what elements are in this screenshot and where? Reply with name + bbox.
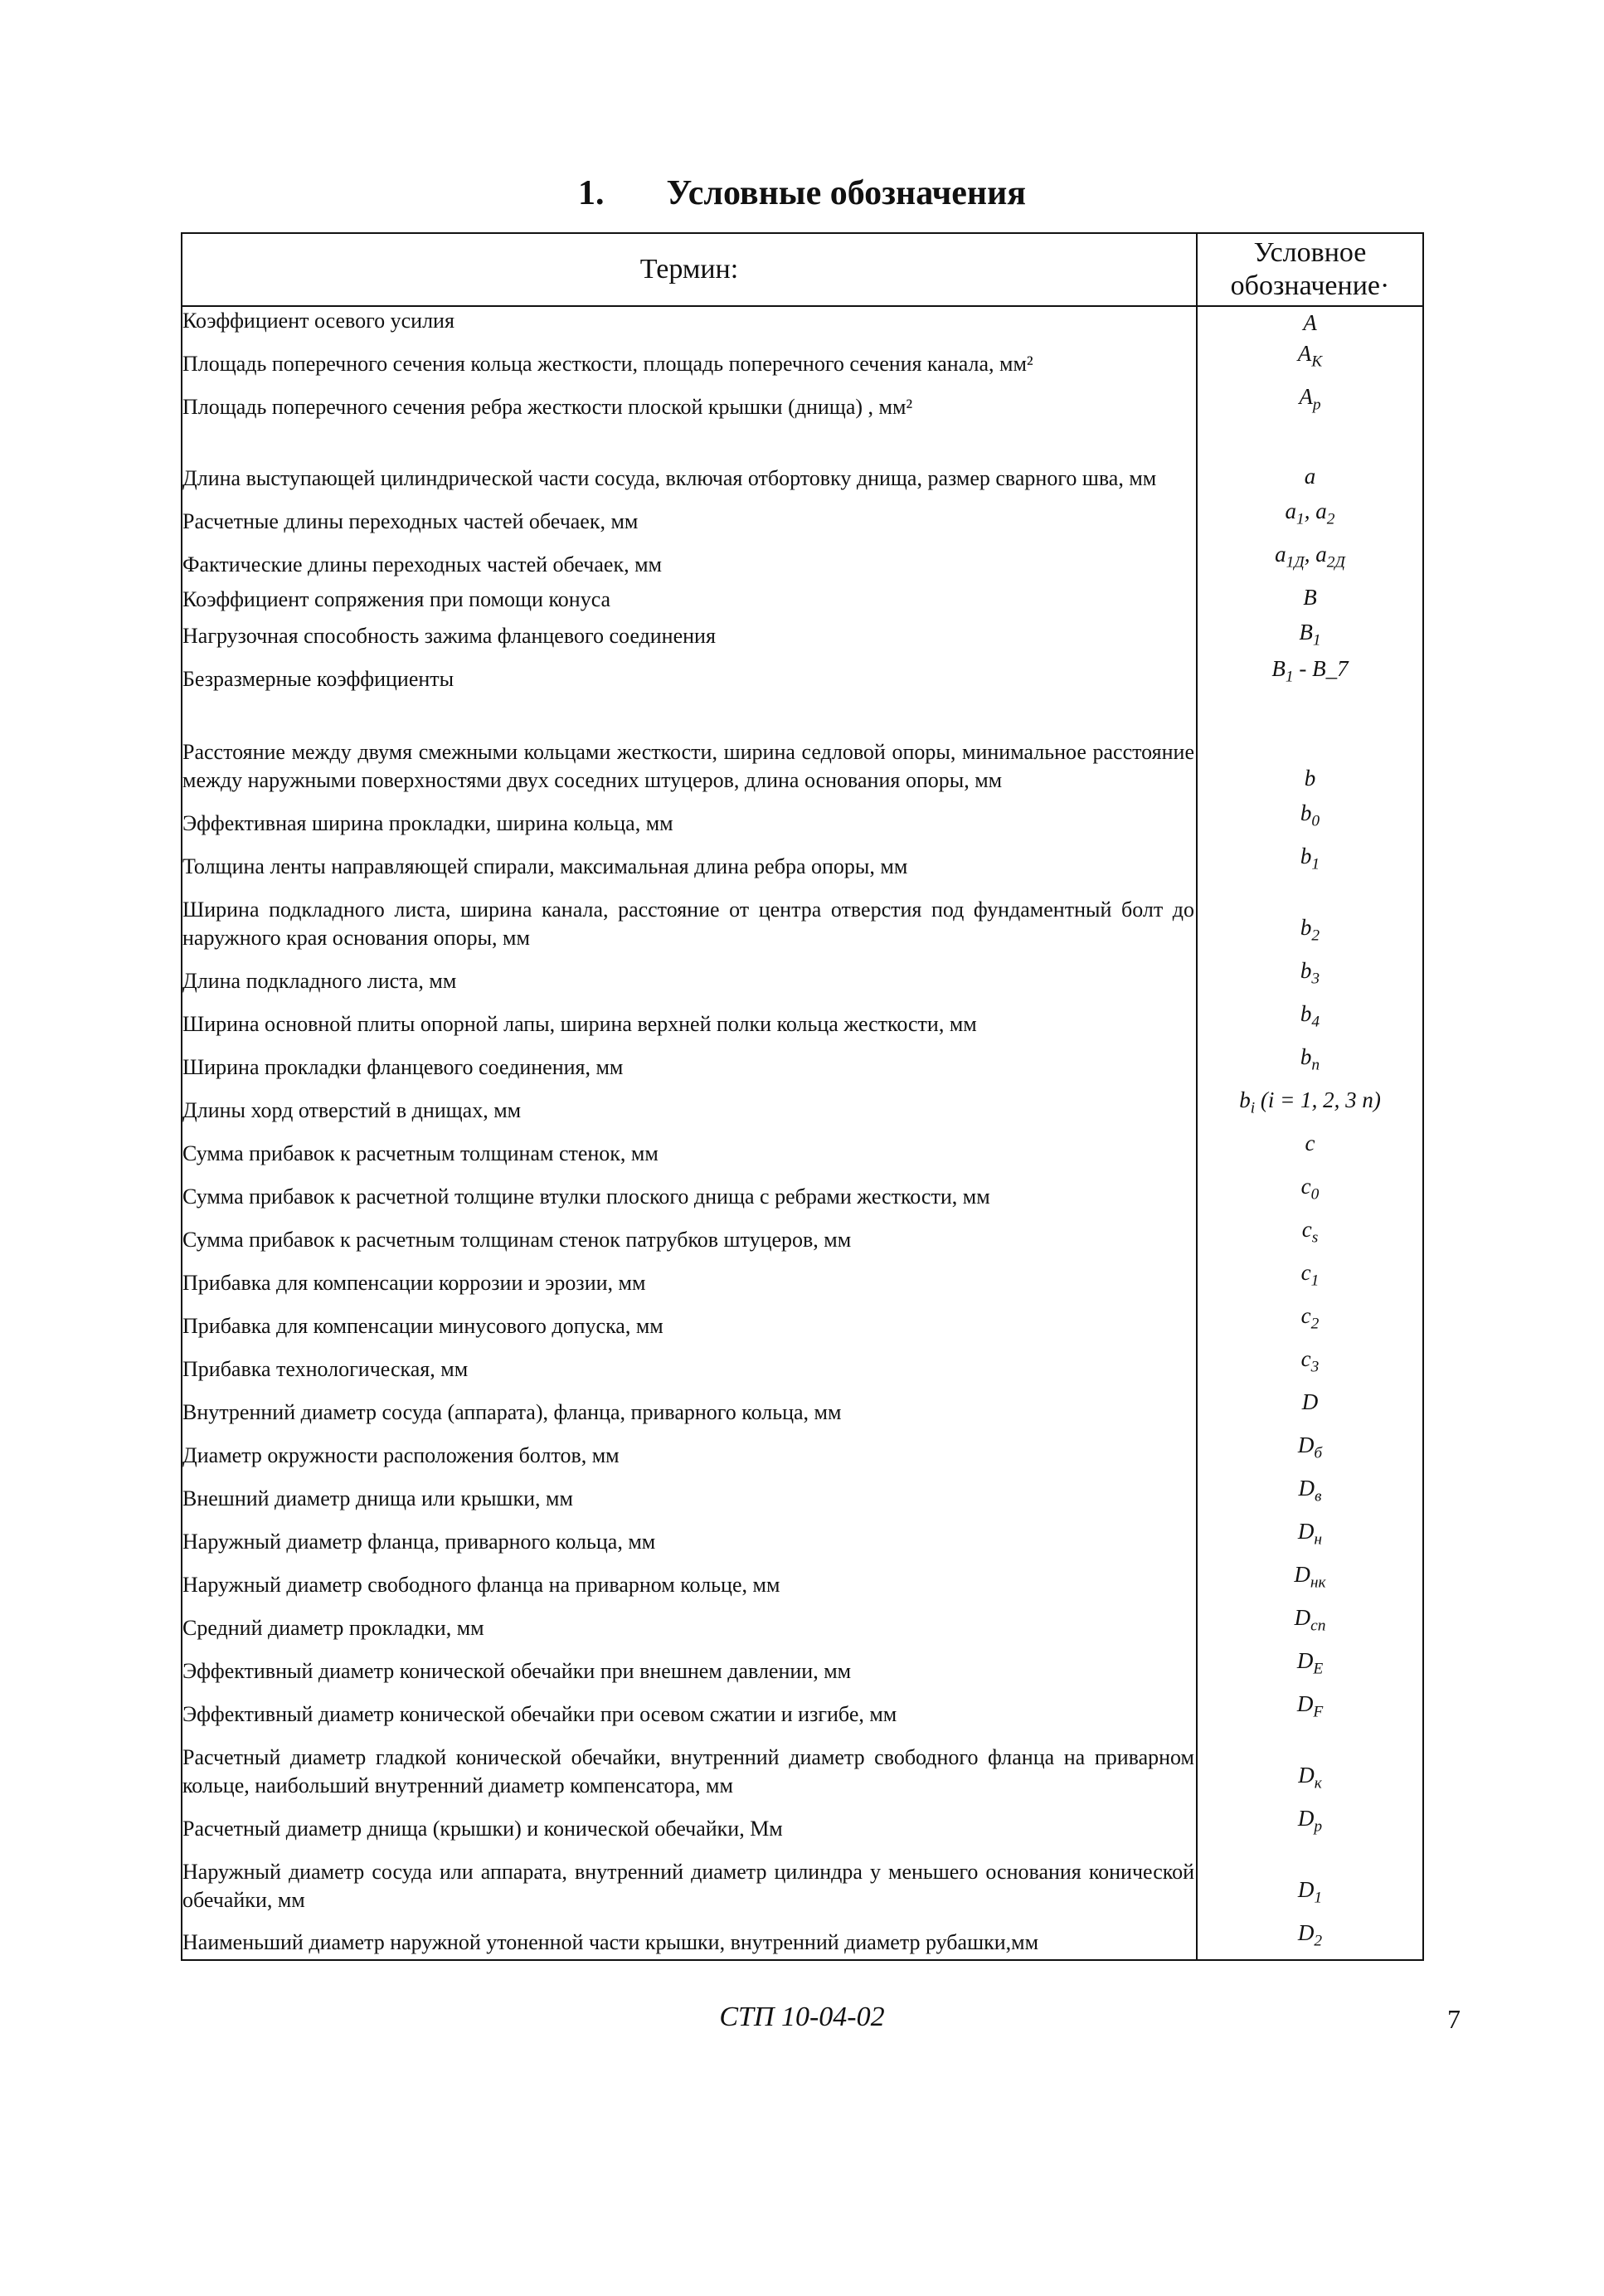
symbol-cell: $a_1$, $a_2$ (1197, 495, 1423, 538)
symbol-cell: $D_б$ (1197, 1429, 1423, 1472)
symbol-cell: $b_п$ (1197, 1041, 1423, 1084)
table-row (182, 1472, 1423, 1515)
document-code: СТП 10-04-02 (719, 2002, 885, 2032)
term-cell: Расчетный диаметр гладкой конической обечайки, внутренний диаметр свободного фланца на приварном кольце, наибольший внутренний диаметр компенсатора, мм (182, 1731, 1197, 1802)
term-cell: Нагрузочная способность зажима фланцевого соединения (182, 616, 1197, 653)
table-row (182, 1300, 1423, 1343)
symbol-cell: $D_1$ (1197, 1846, 1423, 1917)
symbol-cell: c (1197, 1127, 1423, 1170)
table-row (182, 1688, 1423, 1731)
term-cell: Ширина основной плиты опорной лапы, ширина верхней полки кольца жесткости, мм (182, 998, 1197, 1041)
table-row (182, 616, 1423, 653)
term-cell: Ширина прокладки фланцевого соединения, мм (182, 1041, 1197, 1084)
symbol-cell: $b_3$ (1197, 955, 1423, 998)
term-cell: Длины хорд отверстий в днищах, мм (182, 1084, 1197, 1127)
table-row (182, 1386, 1423, 1429)
header-symbol-line1: Условное (1253, 237, 1367, 268)
symbol-cell: $D_{нк}$ (1197, 1559, 1423, 1602)
symbol-cell: $B_1$ - B_7 (1197, 653, 1423, 696)
symbol-cell: $a_{1Д}$, $a_{2Д}$ (1197, 538, 1423, 581)
symbol-cell: A (1197, 306, 1423, 338)
table-row (182, 955, 1423, 998)
table-row (182, 306, 1423, 338)
symbol-cell: $B_1$ (1197, 616, 1423, 653)
table-row (182, 1084, 1423, 1127)
symbol-cell: B (1197, 581, 1423, 616)
table-row (182, 1515, 1423, 1559)
term-cell: Длина выступающей цилиндрической части сосуда, включая отбортовку днища, размер сварного шва, мм (182, 424, 1197, 495)
symbol-cell: $c_1$ (1197, 1257, 1423, 1300)
table-row (182, 381, 1423, 424)
symbol-cell: $A_K$ (1197, 338, 1423, 381)
symbol-cell: $b_4$ (1197, 998, 1423, 1041)
table-row (182, 1343, 1423, 1386)
table-row (182, 1257, 1423, 1300)
term-cell: Внешний диаметр днища или крышки, мм (182, 1472, 1197, 1515)
table-row (182, 1802, 1423, 1846)
table-row (182, 797, 1423, 840)
table-row (182, 1645, 1423, 1688)
table-row (182, 538, 1423, 581)
term-cell: Площадь поперечного сечения кольца жесткости, площадь поперечного сечения канала, мм² (182, 338, 1197, 381)
term-cell: Коэффициент осевого усилия (182, 306, 1197, 338)
term-cell: Сумма прибавок к расчетным толщинам стенок патрубков штуцеров, мм (182, 1214, 1197, 1257)
header-symbol (1197, 233, 1423, 306)
term-cell: Средний диаметр прокладки, мм (182, 1602, 1197, 1645)
term-cell: Наименьший диаметр наружной утоненной части крышки, внутренний диаметр рубашки,мм (182, 1917, 1197, 1960)
table-row (182, 1731, 1423, 1802)
symbol-cell: $D_F$ (1197, 1688, 1423, 1731)
table-row (182, 338, 1423, 381)
table-row (182, 840, 1423, 883)
symbol-cell: $A_p$ (1197, 381, 1423, 424)
symbol-cell: $b_1$ (1197, 840, 1423, 883)
table-row (182, 1127, 1423, 1170)
symbol-cell: $c_3$ (1197, 1343, 1423, 1386)
table-row (182, 696, 1423, 797)
term-cell: Наружный диаметр свободного фланца на приварном кольце, мм (182, 1559, 1197, 1602)
term-cell: Прибавка технологическая, мм (182, 1343, 1197, 1386)
table-row (182, 1429, 1423, 1472)
term-cell: Наружный диаметр сосуда или аппарата, внутренний диаметр цилиндра у меньшего основания конической обечайки, мм (182, 1846, 1197, 1917)
symbol-cell: $b_i$ (i = 1, 2, 3 n) (1197, 1084, 1423, 1127)
table-row (182, 581, 1423, 616)
term-cell: Ширина подкладного листа, ширина канала, расстояние от центра отверстия под фундаментный болт до наружного края основания опоры, мм (182, 883, 1197, 955)
symbol-cell: $D_к$ (1197, 1731, 1423, 1802)
term-cell: Эффективная ширина прокладки, ширина кольца, мм (182, 797, 1197, 840)
symbol-cell: $b_0$ (1197, 797, 1423, 840)
term-cell: Расстояние между двумя смежными кольцами жесткости, ширина седловой опоры, минимальное расстояние между наружными поверхностями двух соседних штуцеров, длина основания опоры, мм (182, 696, 1197, 797)
section-title: Условные обозначения (666, 174, 1027, 212)
symbol-cell: D (1197, 1386, 1423, 1429)
table-row (182, 1602, 1423, 1645)
symbol-cell: b (1197, 696, 1423, 797)
symbol-cell: $c_s$ (1197, 1214, 1423, 1257)
section-heading (0, 173, 1604, 214)
table-row (182, 1214, 1423, 1257)
table-row (182, 424, 1423, 495)
symbol-cell: a (1197, 424, 1423, 495)
table-row (182, 883, 1423, 955)
header-term: Термин: (182, 233, 1197, 306)
term-cell: Прибавка для компенсации коррозии и эрозии, мм (182, 1257, 1197, 1300)
term-cell: Эффективный диаметр конической обечайки при внешнем давлении, мм (182, 1645, 1197, 1688)
table-row (182, 1170, 1423, 1214)
header-symbol-line2: обозначение· (1230, 270, 1390, 301)
page-number: 7 (1447, 2004, 1461, 2034)
symbol-cell: $D_p$ (1197, 1802, 1423, 1846)
table-row (182, 1559, 1423, 1602)
term-cell: Диаметр окружности расположения болтов, мм (182, 1429, 1197, 1472)
term-cell: Толщина ленты направляющей спирали, максимальная длина ребра опоры, мм (182, 840, 1197, 883)
term-cell: Эффективный диаметр конической обечайки при осевом сжатии и изгибе, мм (182, 1688, 1197, 1731)
term-cell: Расчетный диаметр днища (крышки) и конической обечайки, Мм (182, 1802, 1197, 1846)
table-row (182, 1041, 1423, 1084)
symbol-cell: $D_E$ (1197, 1645, 1423, 1688)
term-cell: Расчетные длины переходных частей обечаек, мм (182, 495, 1197, 538)
section-number: 1. (577, 174, 605, 212)
symbol-cell: $D_в$ (1197, 1472, 1423, 1515)
table-row (182, 1917, 1423, 1960)
term-cell: Сумма прибавок к расчетным толщинам стенок, мм (182, 1127, 1197, 1170)
symbol-cell: $D_{сп}$ (1197, 1602, 1423, 1645)
term-cell: Внутренний диаметр сосуда (аппарата), фланца, приварного кольца, мм (182, 1386, 1197, 1429)
table-row (182, 998, 1423, 1041)
term-cell: Наружный диаметр фланца, приварного кольца, мм (182, 1515, 1197, 1559)
term-cell: Длина подкладного листа, мм (182, 955, 1197, 998)
table-row (182, 653, 1423, 696)
symbol-cell: $b_2$ (1197, 883, 1423, 955)
symbols-table (181, 232, 1424, 1961)
term-cell: Безразмерные коэффициенты (182, 653, 1197, 696)
term-cell: Прибавка для компенсации минусового допуска, мм (182, 1300, 1197, 1343)
term-cell: Коэффициент сопряжения при помощи конуса (182, 581, 1197, 616)
term-cell: Фактические длины переходных частей обечаек, мм (182, 538, 1197, 581)
symbol-cell: $D_н$ (1197, 1515, 1423, 1559)
symbol-cell: $c_2$ (1197, 1300, 1423, 1343)
table-row (182, 1846, 1423, 1917)
symbol-cell: $c_0$ (1197, 1170, 1423, 1214)
table-row (182, 495, 1423, 538)
term-cell: Сумма прибавок к расчетной толщине втулки плоского днища с ребрами жесткости, мм (182, 1170, 1197, 1214)
table-header-row (182, 233, 1423, 306)
symbol-cell: $D_2$ (1197, 1917, 1423, 1960)
term-cell: Площадь поперечного сечения ребра жесткости плоской крышки (днища) , мм² (182, 381, 1197, 424)
